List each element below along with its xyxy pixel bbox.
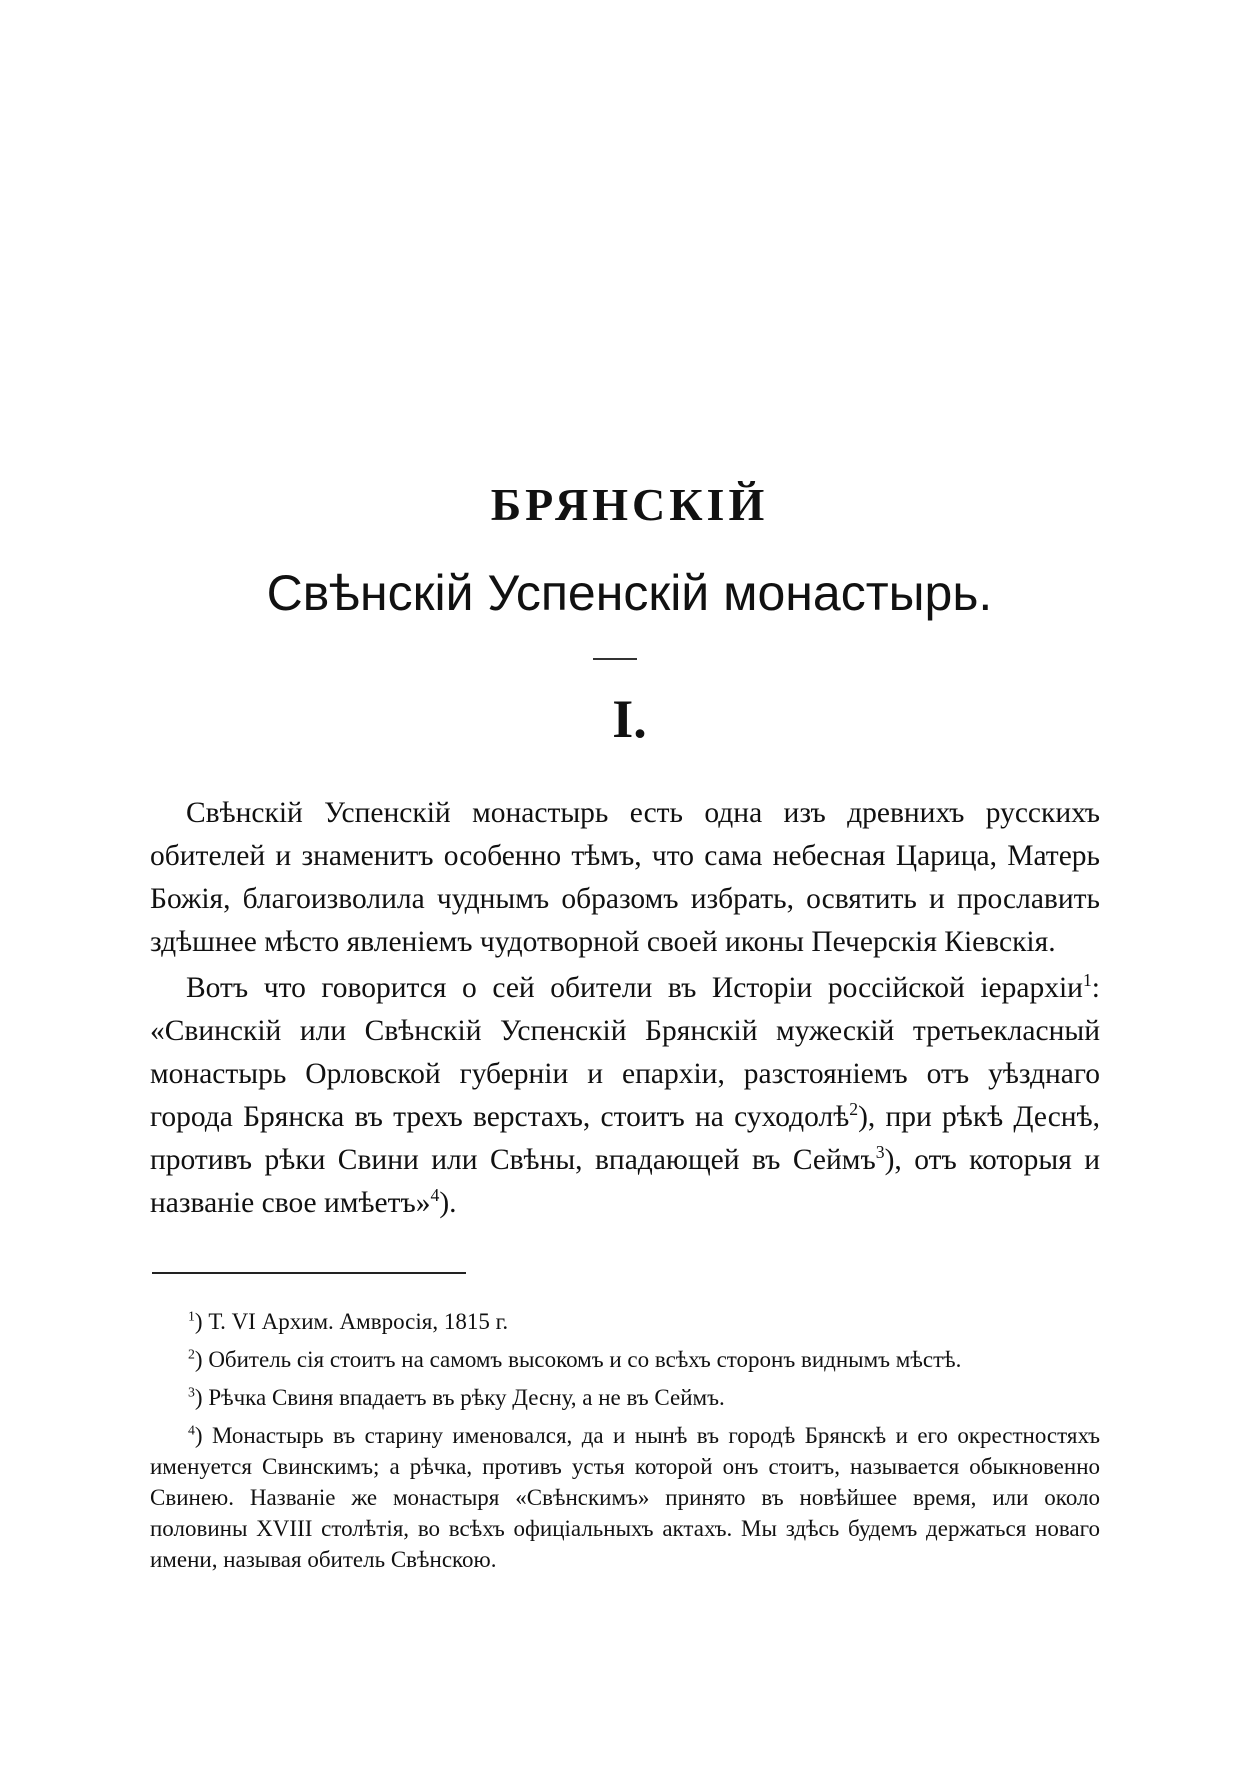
chapter-number: I. bbox=[612, 689, 647, 749]
footnote-4 bbox=[150, 1420, 1100, 1575]
footnote-2 bbox=[150, 1344, 1100, 1375]
footnote-2-text: ) Обитель сія стоитъ на самомъ высокомъ и со всѣхъ сторонъ виднымъ мѣстѣ. bbox=[194, 1347, 962, 1372]
main-text bbox=[150, 792, 1100, 1228]
footnote-marker-2: 2 bbox=[849, 1099, 859, 1120]
footnote-1-mark: 1 bbox=[188, 1308, 195, 1324]
paragraph-2-part-d: ), отъ которыя и названіе свое имѣетъ» bbox=[150, 1144, 1100, 1219]
title-line-1: БРЯНСКІЙ bbox=[490, 479, 769, 530]
footnote-4-text: ) Монастырь въ старину именовался, да и нынѣ въ городѣ Брянскѣ и его окрестностяхъ именуется Свинскимъ; а рѣчка, противъ устья которой онъ стоитъ, называется обыкновенно Свинею. Названіе же монастыря «Свѣнскимъ» принято въ новѣйшее время, или около половины XVIII столѣтія, во всѣхъ офиціальныхъ актахъ. Мы здѣсь будемъ держаться новаго имени, называя обитель Свѣнскою. bbox=[150, 1423, 1100, 1572]
footnote-3-mark: 3 bbox=[188, 1384, 195, 1400]
paragraph-2 bbox=[150, 967, 1100, 1225]
footnote-separator bbox=[152, 1272, 466, 1274]
paragraph-2-part-b: : «Свинскій или Свѣнскій Успенскій Брянскій мужескій третьекласный монастырь Орловской губерніи и епархіи, разстояніемъ отъ уѣзднаго города Брянска въ трехъ верстахъ, стоитъ на суходолѣ bbox=[150, 972, 1100, 1133]
title-divider bbox=[593, 658, 637, 660]
footnote-marker-3: 3 bbox=[875, 1142, 885, 1163]
footnote-3-text: ) Рѣчка Свиня впадаетъ въ рѣку Десну, а не въ Сеймъ. bbox=[194, 1385, 725, 1410]
paragraph-1: Свѣнскій Успенскій монастырь есть одна изъ древнихъ русскихъ обителей и знаменитъ особенно тѣмъ, что сама небесная Царица, Матерь Божія, благоизволила чуднымъ образомъ избрать, освятить и прославить здѣшнее мѣсто явленіемъ чудотворной своей иконы Печерскія Кіевскія. bbox=[150, 797, 1100, 958]
footnote-1-text: ) Т. VI Архим. Амвросія, 1815 г. bbox=[194, 1309, 509, 1334]
footnotes bbox=[150, 1306, 1100, 1582]
paragraph-2-part-a: Вотъ что говорится о сей обители въ Исторіи россійской іерархіи bbox=[186, 972, 1083, 1004]
footnote-4-mark: 4 bbox=[188, 1422, 195, 1438]
footnote-2-mark: 2 bbox=[188, 1346, 195, 1362]
footnote-3 bbox=[150, 1382, 1100, 1413]
title-line-2: Свѣнскій Успенскій монастырь. bbox=[266, 565, 993, 621]
footnote-marker-4: 4 bbox=[430, 1185, 440, 1206]
paragraph-2-part-e: ). bbox=[439, 1187, 457, 1219]
footnote-marker-1: 1 bbox=[1082, 970, 1092, 991]
footnote-1 bbox=[150, 1306, 1100, 1337]
paragraph-2-part-c: ), при рѣкѣ Деснѣ, противъ рѣки Свини или Свѣны, впадающей въ Сеймъ bbox=[150, 1101, 1100, 1176]
